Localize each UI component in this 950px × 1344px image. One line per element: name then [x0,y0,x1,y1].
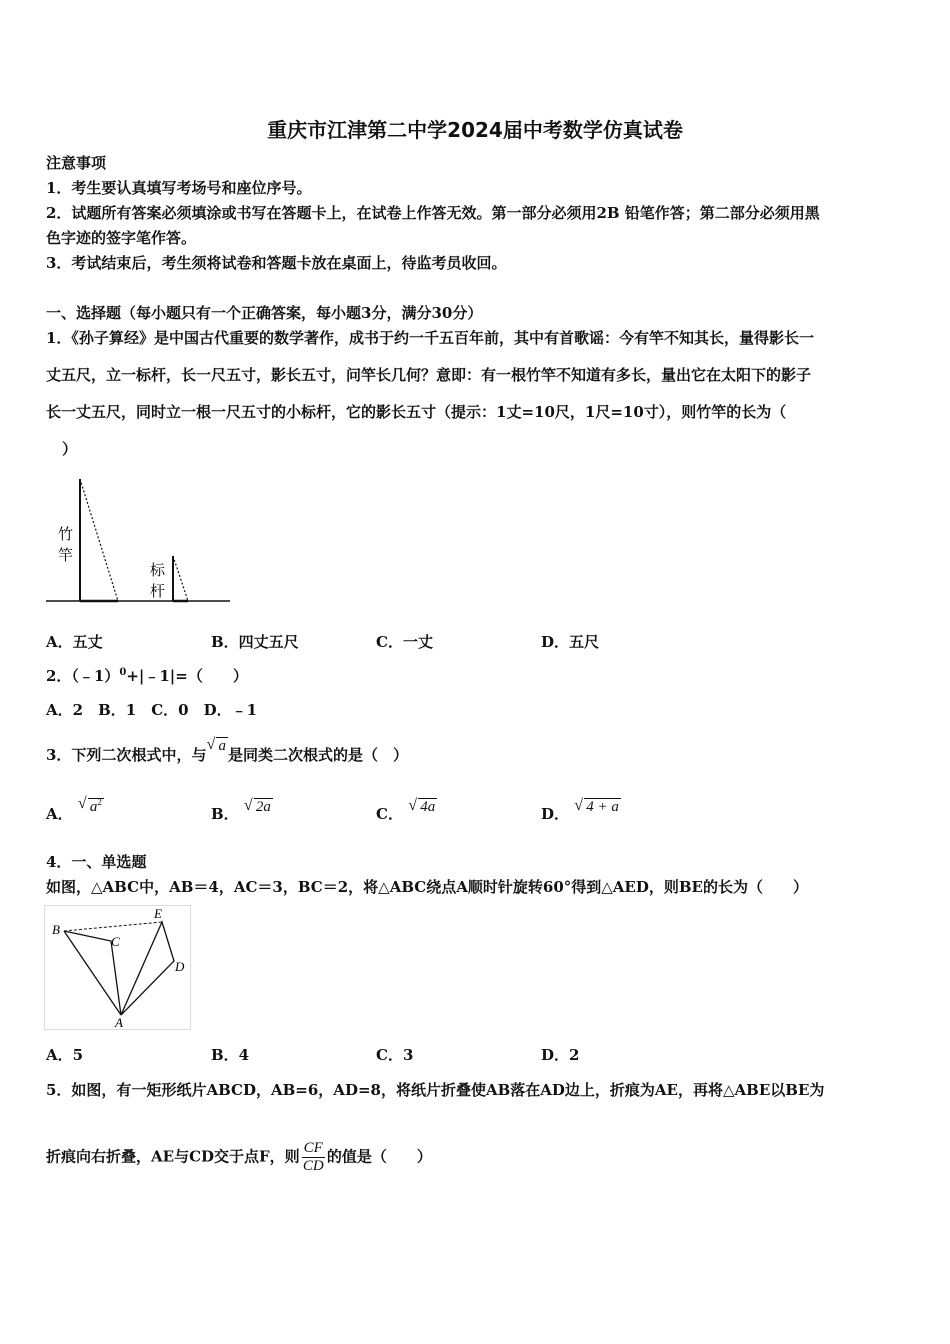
radicand-exponent: 2 [97,797,102,807]
question-5-line [46,1140,432,1175]
radicand: a [218,738,226,754]
radical-icon: √ [243,797,253,814]
notice-item: 色字迹的签字笔作答。 [46,229,197,247]
radicand: 4a [420,799,436,815]
radical-icon: √ [206,736,216,753]
question-5-line: 5．如图，有一矩形纸片ABCD，AB=6，AD=8，将纸片折叠使AB落在AD边上，折痕为AE，再将△ABE以BE为 [46,1081,825,1099]
option-a [46,795,104,824]
notice-heading: 注意事项 [46,154,107,172]
q2-suffix: +|﹣1|=（ ） [126,667,248,685]
pole-label: 竹 [58,525,74,543]
triangle-rotation-figure [44,905,192,1031]
option-d [541,797,621,824]
segment-be [64,922,162,931]
point-label-b: B [52,922,60,937]
question-2-stem [46,665,248,686]
option-b [211,797,273,824]
radical-icon: √ [77,795,87,812]
question-1-line: 丈五尺，立一标杆，长一尺五寸，影长五寸，问竿长几何？意即：有一根竹竿不知道有多长，量出它在太阳下的影子 [46,366,812,384]
point-label-d: D [175,959,185,974]
sqrt-expression [244,799,273,816]
radical-icon: √ [408,797,417,814]
question-3-stem [46,736,408,765]
notice-item: 3．考试结束后，考生须将试卷和答题卡放在桌面上，待监考员收回。 [46,254,507,272]
question-1-line: ） [62,440,78,458]
fraction-denominator: CD [302,1158,324,1174]
radicand: 4 + a [586,799,619,815]
page-title: 重庆市江津第二中学2024届中考数学仿真试卷 [267,118,683,142]
point-label-e: E [154,906,162,921]
option-c [376,797,437,824]
q5-prefix: 折痕向右折叠，AE与CD交于点F，则 [46,1147,300,1166]
option-a: A．五丈 [46,633,103,651]
option-d: D．五尺 [541,633,600,651]
notice-item: 2．试题所有答案必须填涂或书写在答题卡上，在试卷上作答无效。第一部分必须用2B 铅笔作答；第二部分必须用黑 [46,204,820,222]
pole-label: 竿 [58,546,74,564]
q2-exponent: 0 [119,667,127,678]
marker-shadow-ray [173,556,188,601]
sqrt-expression [408,799,437,816]
option-a: A．5 [46,1046,84,1064]
sqrt-expression [206,738,228,755]
option-label: A． [46,805,73,823]
question-4-stem: 如图，△ABC中，AB＝4，AC＝3，BC＝2，将△ABC绕点A顺时针旋转60°得到△AED，则BE的长为（ ） [46,878,808,896]
q2-prefix: 2．（﹣1） [46,667,120,685]
option-c: C．3 [376,1046,414,1064]
radical-icon: √ [574,797,584,814]
option-label: C． [376,805,403,823]
triangle-aed [121,922,174,1015]
section-heading: 一、选择题（每小题只有一个正确答案，每小题3分，满分30分） [46,304,483,322]
option-c: C．一丈 [376,633,433,651]
q5-suffix: 的值是（ ） [326,1147,432,1166]
radicand: a [89,799,98,815]
bamboo-pole-figure [44,475,234,607]
stick-label: 标 [150,561,166,579]
sqrt-expression [574,799,621,816]
question-2-options: A．2 B．1 C．0 D．﹣1 [46,701,258,719]
question-1-line: 1．《孙子算经》是中国古代重要的数学著作，成书于约一千五百年前，其中有首歌谣：今有竿不知其长，量得影长一 [46,329,814,347]
point-label-a: A [115,1015,123,1030]
option-label: D． [541,805,570,823]
q3-suffix: 是同类二次根式的是（ ） [227,746,408,764]
sqrt-expression [78,797,104,816]
bamboo-shadow-ray [80,479,118,601]
radicand: 2a [255,799,271,815]
question-4-heading: 4．一、单选题 [46,853,147,871]
option-b: B．四丈五尺 [211,633,299,651]
question-1-line: 长一丈五尺，同时立一根一尺五寸的小标杆，它的影长五寸（提示：1丈=10尺，1尺=10寸），则竹竿的长为（ [46,403,787,421]
notice-item: 1．考生要认真填写考场号和座位序号。 [46,179,312,197]
option-label: B． [211,805,239,823]
point-label-c: C [111,934,120,949]
q3-prefix: 3．下列二次根式中，与 [46,746,207,764]
option-d: D．2 [541,1046,580,1064]
radicand-wrap [88,798,104,815]
option-b: B．4 [211,1046,250,1064]
stick-label: 杆 [150,582,166,600]
fraction [302,1140,325,1175]
fraction-numerator: CF [303,1140,323,1156]
